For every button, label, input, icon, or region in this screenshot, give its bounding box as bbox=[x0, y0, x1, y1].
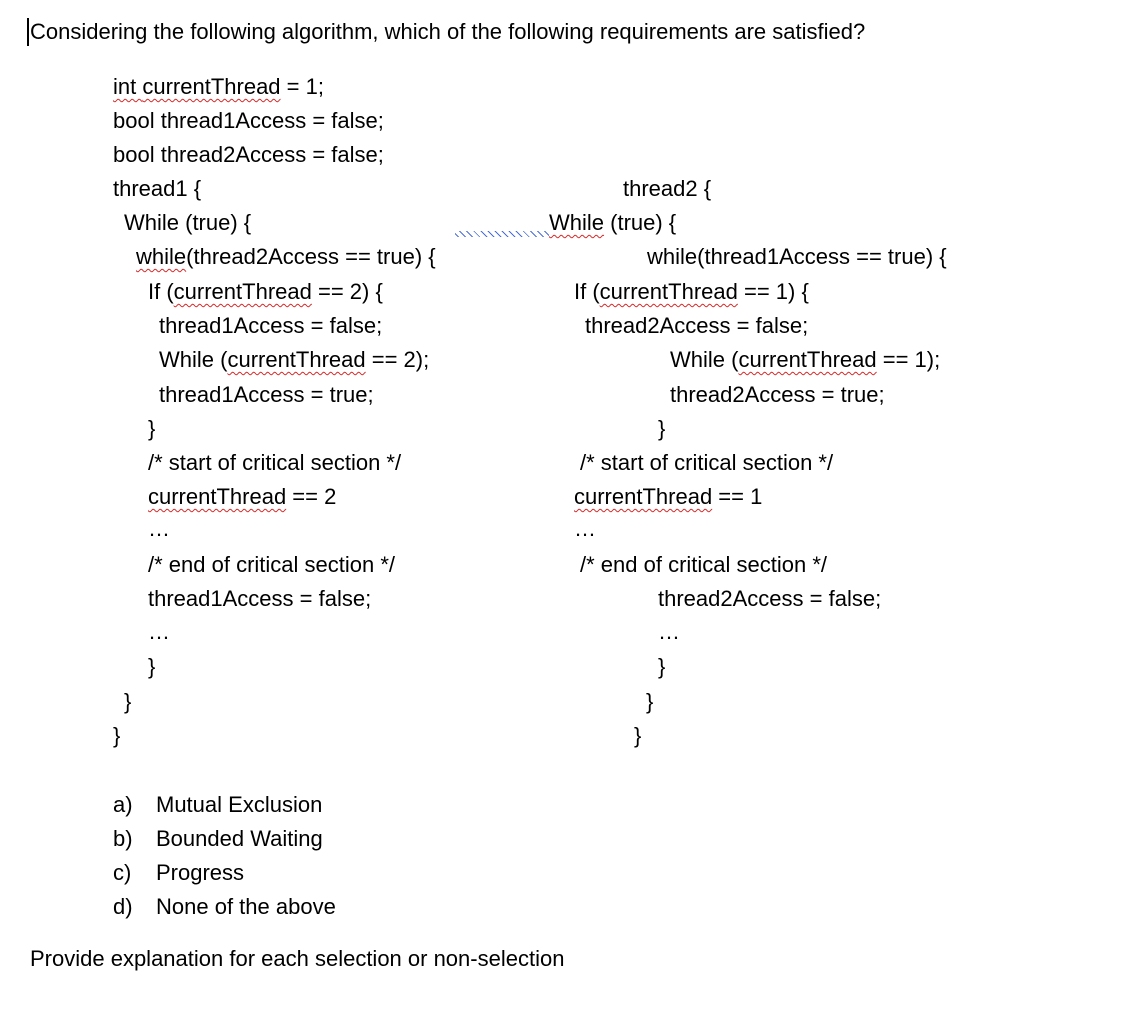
question-text: Considering the following algorithm, which of the following requirements are satisfied? bbox=[30, 19, 866, 44]
t1-spin bbox=[159, 347, 429, 373]
t1-close-inner: } bbox=[148, 654, 156, 679]
code-assign-one: = 1; bbox=[280, 74, 324, 99]
t2-close-if: } bbox=[658, 416, 666, 441]
option-c bbox=[113, 860, 244, 886]
option-text: Mutual Exclusion bbox=[156, 792, 323, 817]
t2-while-true-rest: (true) { bbox=[604, 210, 677, 235]
t2-if-kw: If ( bbox=[574, 279, 600, 304]
t1-inner-while bbox=[136, 244, 436, 270]
t2-spin-rest: == 1); bbox=[876, 347, 941, 372]
t1-if-rest: == 2) { bbox=[311, 279, 383, 304]
t1-if-var: currentThread bbox=[173, 279, 312, 304]
code-line-current-thread bbox=[113, 74, 324, 100]
t1-dots-2: … bbox=[148, 619, 171, 644]
t1-if-kw: If ( bbox=[148, 279, 174, 304]
t2-grammar-squiggle bbox=[455, 231, 549, 237]
t2-cs-rest: == 1 bbox=[712, 484, 763, 509]
t1-header: thread1 { bbox=[113, 176, 202, 201]
option-letter: b) bbox=[113, 826, 133, 851]
t1-cs-end: /* end of critical section */ bbox=[148, 552, 396, 577]
t1-cs-rest: == 2 bbox=[286, 484, 337, 509]
t1-inner-while-rest: (thread2Access == true) { bbox=[186, 244, 436, 269]
t2-cs-var: currentThread bbox=[574, 484, 713, 509]
t2-while-true bbox=[549, 210, 676, 236]
t2-set-false: thread2Access = false; bbox=[585, 313, 809, 338]
t2-if bbox=[574, 279, 809, 305]
t2-close-thread: } bbox=[634, 723, 642, 748]
t1-cs-start: /* start of critical section */ bbox=[148, 450, 402, 475]
t2-inner-while: while(thread1Access == true) { bbox=[647, 244, 947, 269]
t1-cs-line bbox=[148, 484, 336, 510]
t2-cs-line bbox=[574, 484, 762, 510]
option-letter: c) bbox=[113, 860, 132, 885]
t2-release: thread2Access = false; bbox=[658, 586, 882, 611]
code-line-t2-access: bool thread2Access = false; bbox=[113, 142, 384, 167]
code-keyword-int: int bbox=[113, 74, 143, 99]
text-cursor bbox=[27, 18, 29, 46]
t2-cs-start: /* start of critical section */ bbox=[580, 450, 834, 475]
t1-if bbox=[148, 279, 383, 305]
code-var-current-thread: currentThread bbox=[142, 74, 281, 99]
t2-if-var: currentThread bbox=[599, 279, 738, 304]
t1-spin-kw: While ( bbox=[159, 347, 228, 372]
t2-dots-1: … bbox=[574, 516, 597, 541]
t1-set-true: thread1Access = true; bbox=[159, 382, 374, 407]
t1-close-if: } bbox=[148, 416, 156, 441]
t1-dots-1: … bbox=[148, 516, 171, 541]
t1-close-while: } bbox=[124, 689, 132, 714]
t2-close-while: } bbox=[646, 689, 654, 714]
t2-set-true: thread2Access = true; bbox=[670, 382, 885, 407]
t1-close-thread: } bbox=[113, 723, 121, 748]
option-letter: a) bbox=[113, 792, 133, 817]
t1-inner-while-kw: while bbox=[136, 244, 187, 269]
t1-release: thread1Access = false; bbox=[148, 586, 372, 611]
t1-set-false: thread1Access = false; bbox=[159, 313, 383, 338]
t2-dots-2: … bbox=[658, 619, 681, 644]
t1-spin-rest: == 2); bbox=[365, 347, 430, 372]
t2-cs-end: /* end of critical section */ bbox=[580, 552, 828, 577]
t1-while-true: While (true) { bbox=[124, 210, 252, 235]
t2-if-rest: == 1) { bbox=[737, 279, 809, 304]
t2-close-inner: } bbox=[658, 654, 666, 679]
option-text: Progress bbox=[156, 860, 245, 885]
option-letter: d) bbox=[113, 894, 133, 919]
t2-spin-kw: While ( bbox=[670, 347, 739, 372]
instruction-text: Provide explanation for each selection or non-selection bbox=[30, 946, 565, 971]
t2-header: thread2 { bbox=[623, 176, 712, 201]
t2-while-true-kw: While bbox=[549, 210, 605, 235]
option-a bbox=[113, 792, 322, 818]
code-line-t1-access: bool thread1Access = false; bbox=[113, 108, 384, 133]
option-text: Bounded Waiting bbox=[156, 826, 323, 851]
t1-cs-var: currentThread bbox=[148, 484, 287, 509]
option-d bbox=[113, 894, 336, 920]
t2-spin-var: currentThread bbox=[738, 347, 877, 372]
option-b bbox=[113, 826, 323, 852]
t2-spin bbox=[670, 347, 940, 373]
option-text: None of the above bbox=[156, 894, 336, 919]
t1-spin-var: currentThread bbox=[227, 347, 366, 372]
